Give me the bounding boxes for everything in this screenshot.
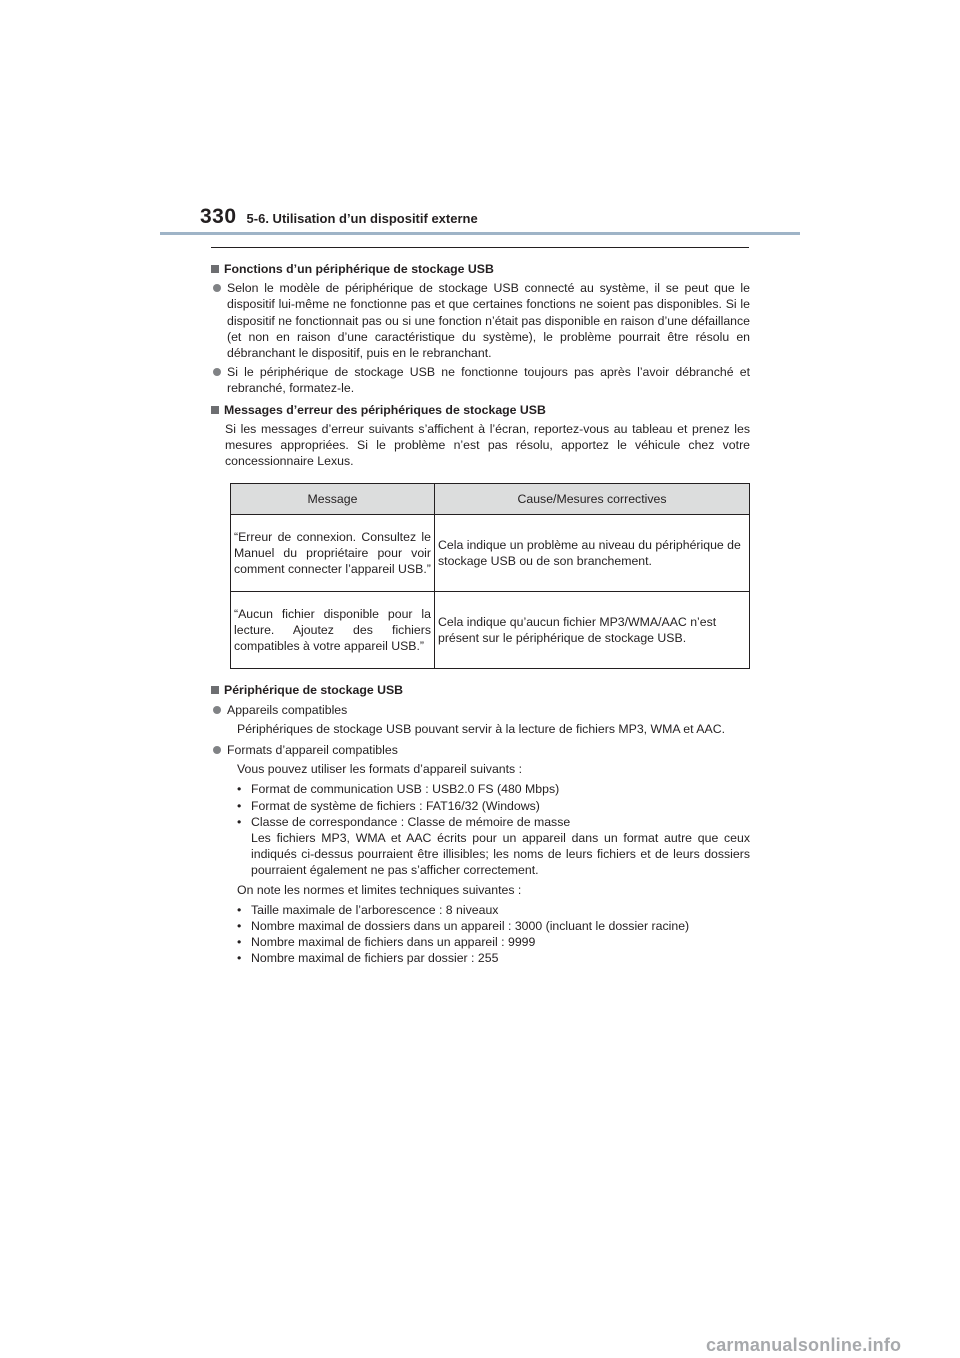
- table-header-message: Message: [231, 484, 435, 515]
- section-heading: [211, 682, 750, 698]
- table-cell-cause: Cela indique qu’aucun fichier MP3/WMA/AAC n’est présent sur le périphérique de stockage USB.: [435, 592, 750, 669]
- bullet-item: [213, 742, 750, 758]
- error-table: [230, 483, 750, 669]
- list-item-text: Format de système de fichiers : FAT16/32 (Windows): [251, 798, 540, 813]
- table-cell-message: “Erreur de connexion. Consultez le Manuel du propriétaire pour voir comment connecter l’appareil USB.”: [231, 515, 435, 592]
- intro-paragraph: Si les messages d’erreur suivants s’affichent à l’écran, reportez-vous au tableau et prenez les mesures appropriées. Si le problème n’est pas résolu, apportez le véhicule chez votre concessionnaire Lexus.: [225, 421, 750, 469]
- list-item: • Nombre maximal de fichiers par dossier : 255: [237, 950, 750, 966]
- limits-list: [237, 902, 750, 967]
- list-item: • Taille maximale de l’arborescence : 8 niveaux: [237, 902, 750, 918]
- page-number: 330: [200, 205, 237, 228]
- list-item: • Classe de correspondance : Classe de mémoire de masse: [237, 814, 750, 830]
- circle-bullet-icon: [213, 746, 221, 754]
- limits-intro: On note les normes et limites techniques suivantes :: [237, 882, 522, 897]
- bullet-text: Appareils compatibles: [227, 702, 348, 717]
- circle-bullet-icon: [213, 284, 221, 292]
- bullet-item: [213, 364, 750, 396]
- table-cell-message: “Aucun fichier disponible pour la lecture. Ajoutez des fichiers compatibles à votre appareil USB.”: [231, 592, 435, 669]
- table-row: [231, 515, 750, 592]
- list-item: • Nombre maximal de dossiers dans un appareil : 3000 (incluant le dossier racine): [237, 918, 750, 934]
- formats-list: [237, 781, 750, 830]
- section-heading: [211, 402, 750, 418]
- bullet-text: Si le périphérique de stockage USB ne fonctionne toujours pas après l’avoir débranché et rebranché, formatez-le.: [227, 365, 750, 396]
- square-bullet-icon: [211, 406, 219, 414]
- circle-bullet-icon: [213, 368, 221, 376]
- heading-text: Messages d’erreur des périphériques de stockage USB: [224, 402, 546, 417]
- list-item-text: Nombre maximal de dossiers dans un appareil : 3000 (incluant le dossier racine): [251, 919, 690, 934]
- bullet-item: [213, 280, 750, 361]
- section-rule: [211, 247, 749, 248]
- chapter-title: 5-6. Utilisation d’un dispositif externe: [246, 211, 478, 226]
- list-item-text: Nombre maximal de fichiers par dossier : 255: [251, 951, 499, 966]
- page-header: [200, 205, 478, 229]
- heading-text: Périphérique de stockage USB: [224, 683, 404, 698]
- watermark: carmanualsonline.info: [706, 1335, 902, 1355]
- list-item-text: Nombre maximal de fichiers dans un appareil : 9999: [251, 935, 536, 950]
- bullet-text: Selon le modèle de périphérique de stockage USB connecté au système, il se peut que le dispositif lui-même ne fonctionne pas et que certaines fonctions ne soient pas disponibles. Si le dispositif ne fonctionnait pas ou si une fonction n’était pas disponible en raison d’une défaillance (et non en raison d’une caractéristique du système), le problème pourrait être résolu en débranchant le dispositif, puis en le rebranchant.: [227, 281, 750, 361]
- list-item-text: Taille maximale de l’arborescence : 8 niveaux: [251, 902, 499, 917]
- list-item-text: Format de communication USB : USB2.0 FS (480 Mbps): [251, 782, 560, 797]
- header-rule: [160, 232, 800, 235]
- heading-text: Fonctions d’un périphérique de stockage USB: [224, 262, 494, 276]
- square-bullet-icon: [211, 686, 219, 694]
- formats-intro: Vous pouvez utiliser les formats d’appareil suivants :: [237, 762, 523, 777]
- bullet-item: [213, 702, 750, 718]
- page-content: [211, 257, 750, 967]
- circle-bullet-icon: [213, 706, 221, 714]
- list-item-text: Classe de correspondance : Classe de mémoire de masse: [251, 814, 571, 829]
- list-item: • Format de communication USB : USB2.0 FS (480 Mbps): [237, 781, 750, 797]
- square-bullet-icon: [211, 265, 219, 273]
- list-item: • Nombre maximal de fichiers dans un appareil : 9999: [237, 934, 750, 950]
- list-item: • Format de système de fichiers : FAT16/32 (Windows): [237, 798, 750, 814]
- table-cell-cause: Cela indique un problème au niveau du périphérique de stockage USB ou de son branchement.: [435, 515, 750, 592]
- section-heading: [211, 261, 750, 277]
- compatible-text: Périphériques de stockage USB pouvant servir à la lecture de fichiers MP3, WMA et AAC.: [237, 721, 726, 736]
- table-header-cause: Cause/Mesures correctives: [435, 484, 750, 515]
- bullet-text: Formats d’appareil compatibles: [227, 743, 398, 758]
- formats-note: Les fichiers MP3, WMA et AAC écrits pour un appareil dans un format autre que ceux indiqués ci-dessus pourraient être illisibles; les noms de leurs fichiers et de leurs dossiers pourraient également ne pas s’afficher correctement.: [251, 831, 750, 878]
- table-row: [231, 592, 750, 669]
